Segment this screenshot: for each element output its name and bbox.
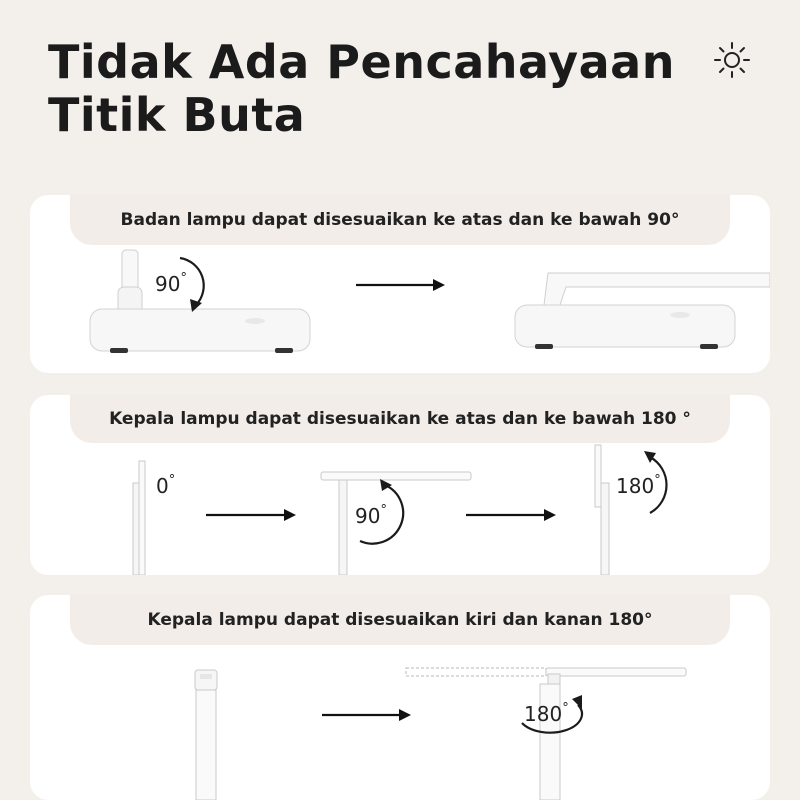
- angle-value: 180: [524, 702, 563, 726]
- angle-label: [524, 701, 569, 726]
- caption-text: Kepala lampu dapat disesuaikan kiri dan kanan 180°: [147, 610, 653, 630]
- lamp-head-90: [321, 472, 471, 575]
- panel-head-tilt: [30, 395, 770, 575]
- lamp-head-swiveled: [406, 668, 686, 800]
- right-arrow-icon: [356, 279, 445, 291]
- lamp-head-front: [195, 670, 217, 800]
- degree-symbol: °: [562, 701, 569, 716]
- degree-symbol: °: [654, 473, 661, 488]
- angle-value: 0: [156, 474, 169, 498]
- right-arrow-icon: [206, 509, 296, 521]
- panel-body-tilt: [30, 195, 770, 373]
- caption-text: Kepala lampu dapat disesuaikan ke atas dan ke bawah 180 °: [109, 409, 691, 429]
- angle-label: [355, 503, 387, 528]
- sun-icon: [712, 40, 752, 80]
- panel-head-swivel: [30, 595, 770, 800]
- degree-symbol: °: [380, 503, 387, 518]
- caption-text: Badan lampu dapat disesuaikan ke atas dan ke bawah 90°: [120, 210, 680, 230]
- right-arrow-icon: [322, 709, 411, 721]
- title-line-2: Titik Buta: [48, 88, 306, 142]
- right-arrow-icon: [466, 509, 556, 521]
- page-title: [48, 36, 675, 142]
- lamp-head-0: [133, 461, 145, 575]
- panel-caption: [70, 195, 730, 245]
- degree-symbol: °: [180, 271, 187, 286]
- lamp-base-folded: [515, 273, 770, 349]
- angle-label: [156, 473, 175, 498]
- angle-value: 180: [616, 474, 655, 498]
- angle-label: [155, 271, 187, 296]
- angle-label: [616, 473, 661, 498]
- angle-value: 90: [155, 272, 181, 296]
- panel-caption: [70, 395, 730, 443]
- panel-caption: [70, 595, 730, 645]
- degree-symbol: °: [168, 473, 176, 488]
- angle-value: 90: [355, 504, 381, 528]
- title-line-1: Tidak Ada Pencahayaan: [48, 35, 675, 89]
- lamp-head-180: [595, 445, 609, 575]
